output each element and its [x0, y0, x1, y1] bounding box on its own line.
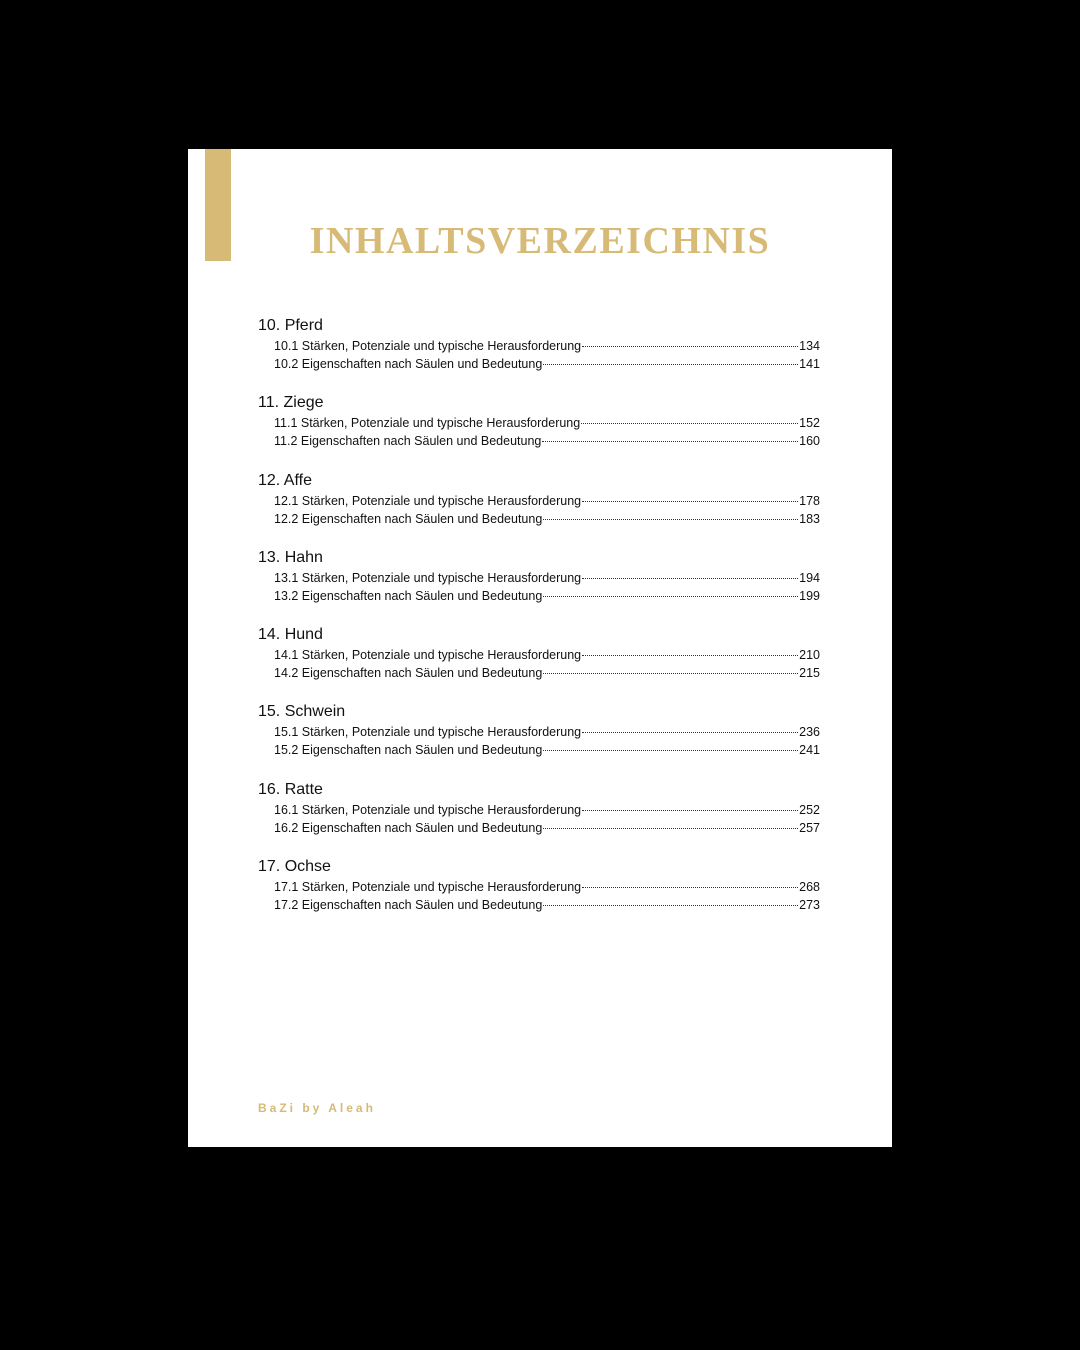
toc-entry-page-number: 273	[799, 898, 820, 913]
toc-entry[interactable]	[274, 896, 820, 914]
toc-entry[interactable]	[274, 569, 820, 587]
toc-entry-page-number: 199	[799, 588, 820, 603]
toc-entry-label: 14.2 Eigenschaften nach Säulen und Bedeutung	[274, 666, 543, 681]
toc-section	[258, 624, 820, 701]
toc-section	[258, 470, 820, 547]
dot-leader	[582, 346, 798, 347]
toc-entry-label: 17.2 Eigenschaften nach Säulen und Bedeutung	[274, 898, 543, 913]
toc-entry-label: 11.2 Eigenschaften nach Säulen und Bedeutung	[274, 434, 542, 449]
toc-entry[interactable]	[274, 587, 820, 605]
toc-entry-page-number: 183	[799, 511, 820, 526]
toc-section	[258, 547, 820, 624]
toc-section-title[interactable]: 14. Hund	[258, 626, 323, 644]
dot-leader	[582, 501, 798, 502]
toc-section-title[interactable]: 16. Ratte	[258, 780, 323, 798]
dot-leader	[582, 578, 798, 579]
toc-entry[interactable]	[274, 664, 820, 682]
dot-leader	[582, 732, 798, 733]
toc-entry-page-number: 152	[799, 416, 820, 431]
dot-leader	[543, 828, 798, 829]
dot-leader	[581, 423, 798, 424]
toc-entry[interactable]	[274, 432, 820, 450]
toc-section	[258, 779, 820, 856]
toc-entry-page-number: 268	[799, 880, 820, 895]
dot-leader	[543, 673, 798, 674]
toc-entry-label: 16.1 Stärken, Potenziale und typische Herausforderung	[274, 802, 582, 817]
dot-leader	[543, 905, 798, 906]
toc-entry[interactable]	[274, 646, 820, 664]
toc-section-title[interactable]: 10. Pferd	[258, 317, 323, 334]
toc-entry[interactable]	[274, 878, 820, 896]
dot-leader	[542, 441, 798, 442]
dot-leader	[543, 519, 798, 520]
toc-entry-label: 12.2 Eigenschaften nach Säulen und Bedeutung	[274, 511, 543, 526]
toc-section	[258, 856, 820, 933]
toc-entry-label: 15.1 Stärken, Potenziale und typische Herausforderung	[274, 725, 582, 740]
toc-entry-label: 12.1 Stärken, Potenziale und typische Herausforderung	[274, 493, 582, 508]
toc-section-title[interactable]: 12. Affe	[258, 471, 312, 489]
dot-leader	[582, 887, 798, 888]
toc-entry-label: 13.1 Stärken, Potenziale und typische Herausforderung	[274, 570, 582, 585]
toc-entry-page-number: 257	[799, 820, 820, 835]
toc-entry-page-number: 178	[799, 493, 820, 508]
toc-section-title[interactable]: 15. Schwein	[258, 703, 346, 721]
page-title: INHALTSVERZEICHNIS	[309, 220, 771, 262]
toc-section-title[interactable]: 13. Hahn	[258, 548, 323, 566]
toc-entry[interactable]	[274, 819, 820, 837]
toc-entry-label: 10.1 Stärken, Potenziale und typische Herausforderung	[274, 339, 582, 353]
toc-entry-page-number: 141	[799, 357, 820, 371]
toc-section-title[interactable]: 17. Ochse	[258, 858, 331, 876]
dot-leader	[582, 655, 798, 656]
toc-entry-label: 16.2 Eigenschaften nach Säulen und Bedeutung	[274, 820, 543, 835]
toc-entry-label: 13.2 Eigenschaften nach Säulen und Bedeutung	[274, 588, 543, 603]
toc-entry-page-number: 236	[799, 725, 820, 740]
toc-entry[interactable]	[274, 414, 820, 432]
toc-entry[interactable]	[274, 741, 820, 759]
toc-entry-label: 11.1 Stärken, Potenziale und typische Herausforderung	[274, 416, 581, 431]
toc-entry[interactable]	[274, 723, 820, 741]
dot-leader	[543, 364, 798, 365]
toc-entry[interactable]	[274, 337, 820, 355]
toc-entry-label: 14.1 Stärken, Potenziale und typische Herausforderung	[274, 648, 582, 663]
toc-entry-page-number: 252	[799, 802, 820, 817]
toc-entry-label: 15.2 Eigenschaften nach Säulen und Bedeutung	[274, 743, 543, 758]
dot-leader	[582, 810, 798, 811]
toc-entry-page-number: 241	[799, 743, 820, 758]
toc-entry-label: 10.2 Eigenschaften nach Säulen und Bedeutung	[274, 357, 543, 371]
dot-leader	[543, 750, 798, 751]
toc-entry-page-number: 134	[799, 339, 820, 353]
toc-entry-page-number: 210	[799, 648, 820, 663]
toc-entry-label: 17.1 Stärken, Potenziale und typische Herausforderung	[274, 880, 582, 895]
toc-section	[258, 701, 820, 778]
toc-section-title[interactable]: 11. Ziege	[258, 394, 324, 412]
document-page	[188, 149, 892, 1147]
toc-entry[interactable]	[274, 510, 820, 528]
toc-entry-page-number: 215	[799, 666, 820, 681]
toc-entry-page-number: 160	[799, 434, 820, 449]
toc-entry-page-number: 194	[799, 570, 820, 585]
dot-leader	[543, 596, 798, 597]
toc-entry[interactable]	[274, 492, 820, 510]
toc-entry[interactable]	[274, 801, 820, 819]
footer-brand: BaZi by Aleah	[258, 1101, 376, 1115]
toc-section	[258, 392, 820, 469]
table-of-contents	[258, 315, 820, 933]
toc-entry[interactable]	[274, 355, 820, 373]
toc-section	[258, 315, 820, 392]
